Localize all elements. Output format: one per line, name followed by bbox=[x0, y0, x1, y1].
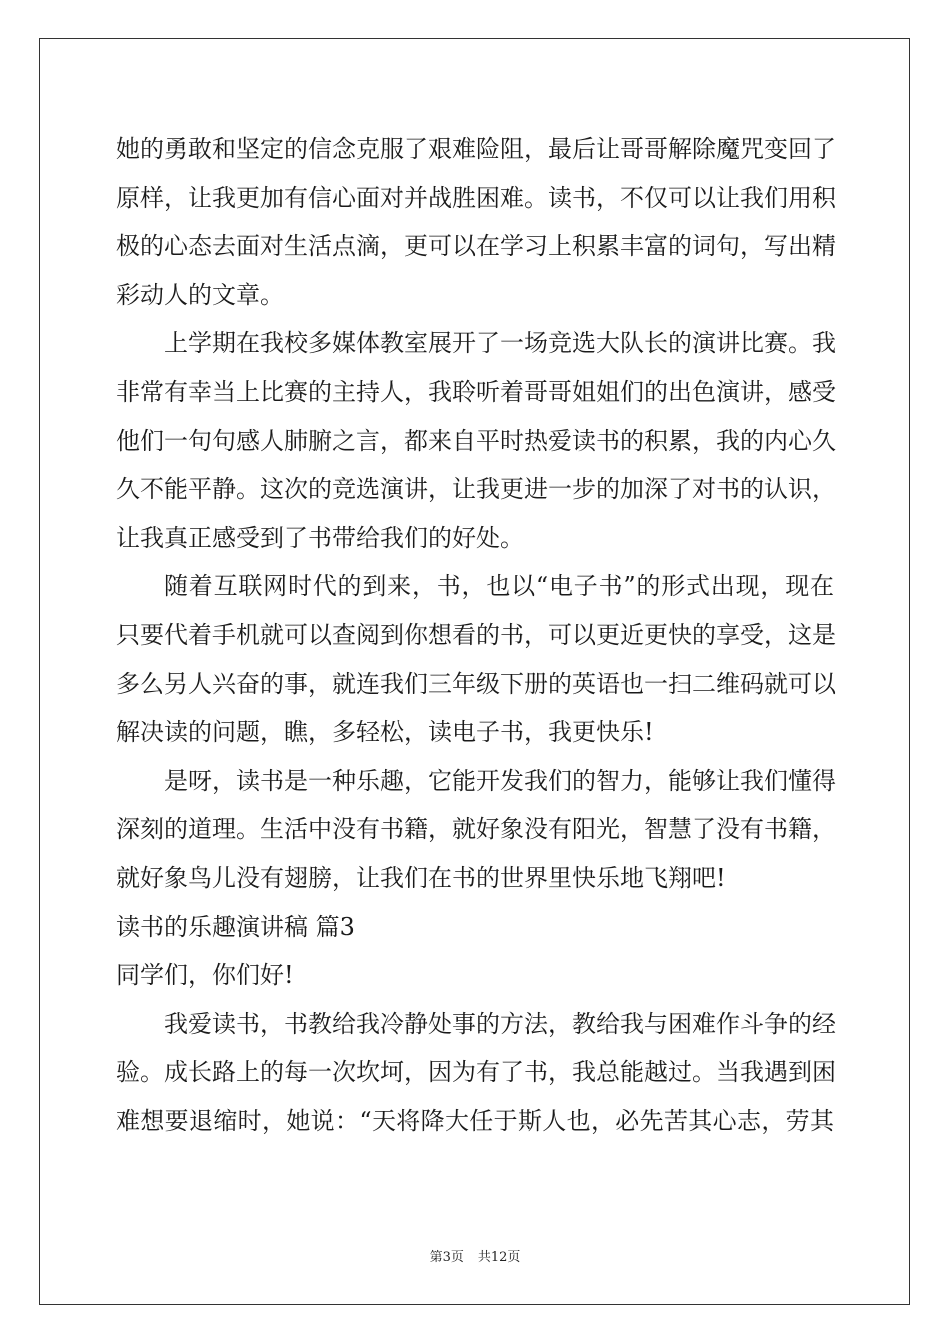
text-line: 验。成长路上的每一次坎坷，因为有了书，我总能越过。当我遇到困 bbox=[116, 1058, 836, 1087]
text-line: 非常有幸当上比赛的主持人，我聆听着哥哥姐姐们的出色演讲，感受 bbox=[116, 377, 836, 406]
document-body bbox=[116, 125, 834, 1145]
section-heading: 读书的乐趣演讲稿 篇3 bbox=[116, 912, 355, 941]
paragraph-first-line: 随着互联网时代的到来，书，也以“电子书”的形式出现，现在 bbox=[164, 572, 834, 601]
text-line: 就好象鸟儿没有翅膀，让我们在书的世界里快乐地飞翔吧! bbox=[116, 863, 726, 892]
paragraph-first-line: 我爱读书，书教给我冷静处事的方法，教给我与困难作斗争的经 bbox=[164, 1009, 836, 1038]
total-pages: 共12页 bbox=[477, 1250, 521, 1265]
text-line: 久不能平静。这次的竞选演讲，让我更进一步的加深了对书的认识， bbox=[116, 475, 836, 504]
paragraph-first-line: 上学期在我校多媒体教室展开了一场竞选大队长的演讲比赛。我 bbox=[164, 329, 836, 358]
text-line: 解决读的问题，瞧，多轻松，读电子书，我更快乐! bbox=[116, 718, 654, 747]
greeting-line: 同学们，你们好! bbox=[116, 961, 294, 990]
text-line: 她的勇敢和坚定的信念克服了艰难险阻，最后让哥哥解除魔咒变回了 bbox=[116, 135, 836, 163]
text-line: 彩动人的文章。 bbox=[116, 280, 284, 309]
text-line: 难想要退缩时，她说：“天将降大任于斯人也，必先苦其心志，劳其 bbox=[116, 1106, 834, 1135]
text-line: 让我真正感受到了书带给我们的好处。 bbox=[116, 523, 524, 552]
text-line: 他们一句句感人肺腑之言，都来自平时热爱读书的积累，我的内心久 bbox=[116, 426, 836, 455]
page-footer bbox=[0, 1246, 950, 1265]
text-line: 原样，让我更加有信心面对并战胜困难。读书，不仅可以让我们用积 bbox=[116, 183, 836, 212]
text-line: 只要代着手机就可以查阅到你想看的书，可以更近更快的享受，这是 bbox=[116, 620, 836, 649]
text-line: 多么另人兴奋的事，就连我们三年级下册的英语也一扫二维码就可以 bbox=[116, 669, 836, 698]
page-number: 第3页 bbox=[429, 1250, 464, 1265]
paragraph-first-line: 是呀，读书是一种乐趣，它能开发我们的智力，能够让我们懂得 bbox=[164, 766, 836, 795]
text-line: 深刻的道理。生活中没有书籍，就好象没有阳光，智慧了没有书籍， bbox=[116, 815, 836, 844]
text-line: 极的心态去面对生活点滴，更可以在学习上积累丰富的词句，写出精 bbox=[116, 232, 836, 261]
